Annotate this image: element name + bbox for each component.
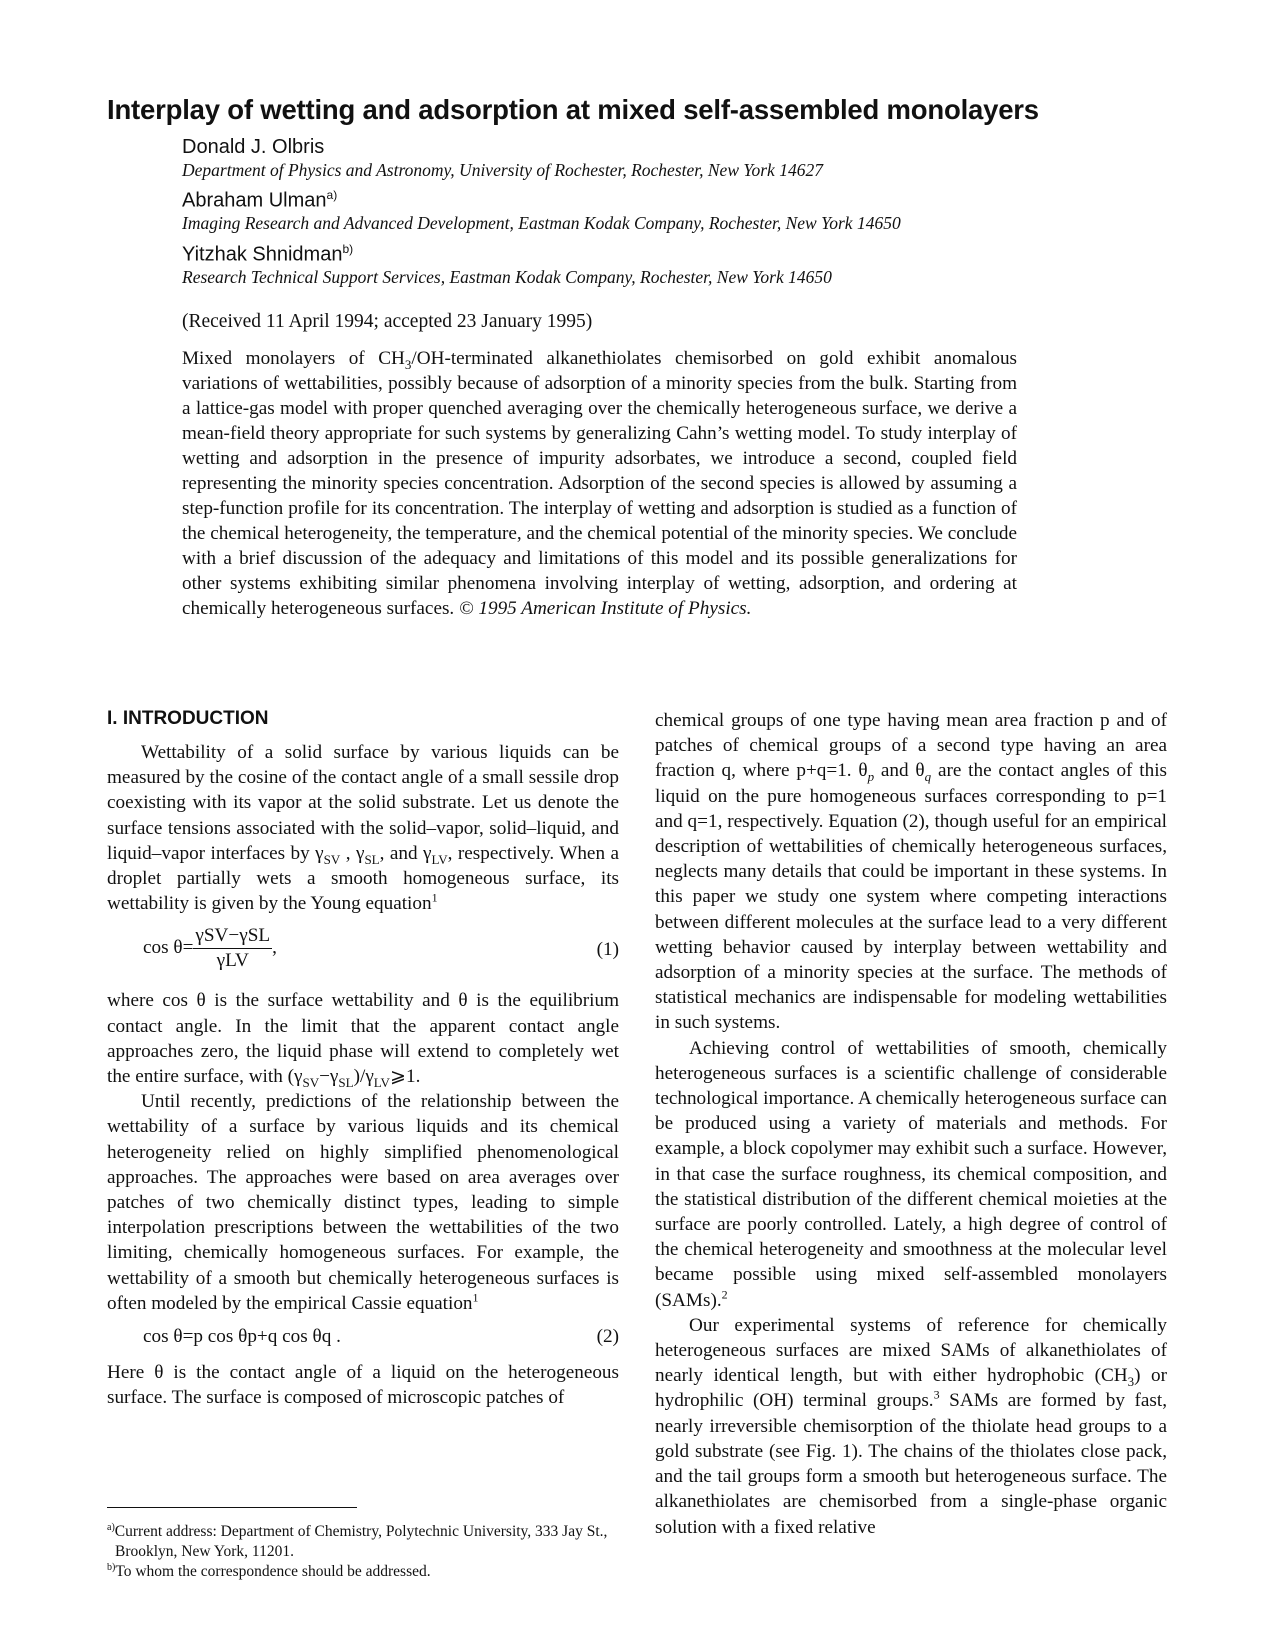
equation-1: cos θ= $\frac{\text{γSV−γSL}}{\text{γLV}}$ , (1) — [143, 925, 619, 972]
author-name: Abraham Ulman$^{a)}$ — [182, 188, 338, 212]
author-name: Donald J. Olbris — [182, 136, 325, 158]
right-column — [655, 708, 1167, 1540]
copyright-notice: © 1995 American Institute of Physics. — [459, 598, 752, 619]
author-name: Yitzhak Shnidman$^{b)}$ — [182, 242, 354, 266]
equation-number: (2) — [596, 1326, 619, 1348]
abstract: Mixed monolayers of $CH_3/OH$-terminated alkanethiolates chemisorbed on gold exhibit anomalous variations of wettabilities, possibly because of adsorption of a minority species from the bulk. Starting from a lattice-gas model with proper quenched averaging over the chemically heterogeneous surface, we derive a mean-field theory appropriate for such systems by generalizing Cahn’s wetting model. To study interplay of wetting and adsorption in the presence of impurity adsorbates, we introduce a second, coupled field representing the minority species concentration. Adsorption of the second species is allowed by assuming a step-function profile for its concentration. The interplay of wetting and adsorption is studied as a function of the chemical heterogeneity, the temperature, and the chemical potential of the minority species. We conclude with a brief discussion of the adequacy and limitations of this model and its possible generalizations for other systems exhibiting similar phenomena involving interplay of wetting, adsorption, and ordering at chemically heterogeneous surfaces. © 1995 American Institute of Physics. — [182, 348, 1017, 619]
paragraph: Until recently, predictions of the relationship between the wettability of a surface by various liquids and its chemical heterogeneity relied on highly simplified phenomenological approaches. The approaches were based on area averages over patches of two chemically distinct types, leading to simple interpolation prescriptions between the wettabilities of the two limiting, chemically homogeneous surfaces. For example, the wettability of a smooth but chemically heterogeneous surfaces is often modeled by the empirical Cassie equation$^1$ — [107, 1091, 619, 1314]
footnote: $^{a)}$Current address: Department of Chemistry, Polytechnic University, 333 Jay St., Brooklyn, New York, 11201. — [107, 1522, 608, 1561]
equation-number: (1) — [596, 939, 619, 961]
section-heading: I. INTRODUCTION — [107, 708, 269, 729]
paragraph: Wettability of a solid surface by various liquids can be measured by the cosine of the contact angle of a small sessile drop coexisting with its vapor at the solid substrate. Let us denote the surface tensions associated with the solid–vapor, solid–liquid, and liquid–vapor interfaces by $\gamma_{SV}$ , $\gamma_{SL}$, and $\gamma_{LV}$, respectively. When a droplet partially wets a smooth homogeneous surface, its wettability is given by the Young equation$^1$ — [107, 742, 620, 915]
author-footnote-mark: a) — [326, 188, 338, 202]
paragraph: Here θ is the contact angle of a liquid on the heterogeneous surface. The surface is composed of microscopic patches of — [107, 1362, 619, 1409]
paragraph: Achieving control of wettabilities of smooth, chemically heterogeneous surfaces is a scientific challenge of considerable technological importance. A chemically heterogeneous surface can be produced using a variety of materials and methods. For example, a block copolymer may exhibit such a surface. However, in that case the surface roughness, its chemical composition, and the statistical distribution of the different chemical moieties at the surface are poorly controlled. Lately, a high degree of control of the chemical heterogeneity and smoothness at the molecular level became possible using mixed self-assembled monolayers (SAMs).$^2$ — [655, 1037, 1167, 1311]
equation-2: cos θ=p cos θp+q cos θq . (2) — [107, 1316, 619, 1360]
author-affiliation: Research Technical Support Services, Eastman Kodak Company, Rochester, New York 14650 — [182, 267, 832, 287]
footnote-divider — [107, 1507, 357, 1508]
received-dates: (Received 11 April 1994; accepted 23 January 1995) — [182, 311, 593, 332]
footnote: $^{b)}$To whom the correspondence should be addressed. — [107, 1562, 431, 1581]
paragraph: where cos θ is the surface wettability and θ is the equilibrium contact angle. In the limit that the apparent contact angle approaches zero, the liquid phase will extend to completely wet the entire surface, with $(\gamma_{SV}-\gamma_{SL})/\gamma_{LV}⩾1$. — [107, 990, 619, 1090]
paragraph: chemical groups of one type having mean area fraction p and of patches of chemical groups of a second type having an area fraction q, where p+q=1. $\theta_p$ and $\theta_q$ are the contact angles of this liquid on the pure homogeneous surfaces corresponding to p=1 and q=1, respectively. Equation (2), though useful for an empirical description of wettabilities of chemically heterogeneous surfaces, neglects many details that could be important in these systems. In this paper we study one system where competing interactions between different molecules at the surface lead to a very different wetting behavior caused by interplay between wettability and adsorption of a minority species at the surface. The methods of statistical mechanics are indispensable for modeling wettabilities in such systems. — [655, 710, 1167, 1034]
author-footnote-mark: b) — [342, 242, 354, 256]
paper-title: Interplay of wetting and adsorption at mixed self-assembled monolayers — [107, 94, 1039, 125]
left-column — [107, 708, 619, 1410]
author-affiliation: Department of Physics and Astronomy, University of Rochester, Rochester, New York 14627 — [182, 160, 823, 180]
paragraph: Our experimental systems of reference for chemically heterogeneous surfaces are mixed SAMs of alkanethiolates of nearly identical length, but with either hydrophobic $(CH_3)$ or hydrophilic (OH) terminal groups.$^3$ SAMs are formed by fast, nearly irreversible chemisorption of the thiolate head groups to a gold substrate (see Fig. 1). The chains of the thiolates close pack, and the tail groups form a smooth but heterogeneous surface. The alkanethiolates are chemisorbed from a single-phase organic solution with a fixed relative — [655, 1314, 1167, 1538]
author-affiliation: Imaging Research and Advanced Development, Eastman Kodak Company, Rochester, New York 14650 — [182, 213, 901, 233]
